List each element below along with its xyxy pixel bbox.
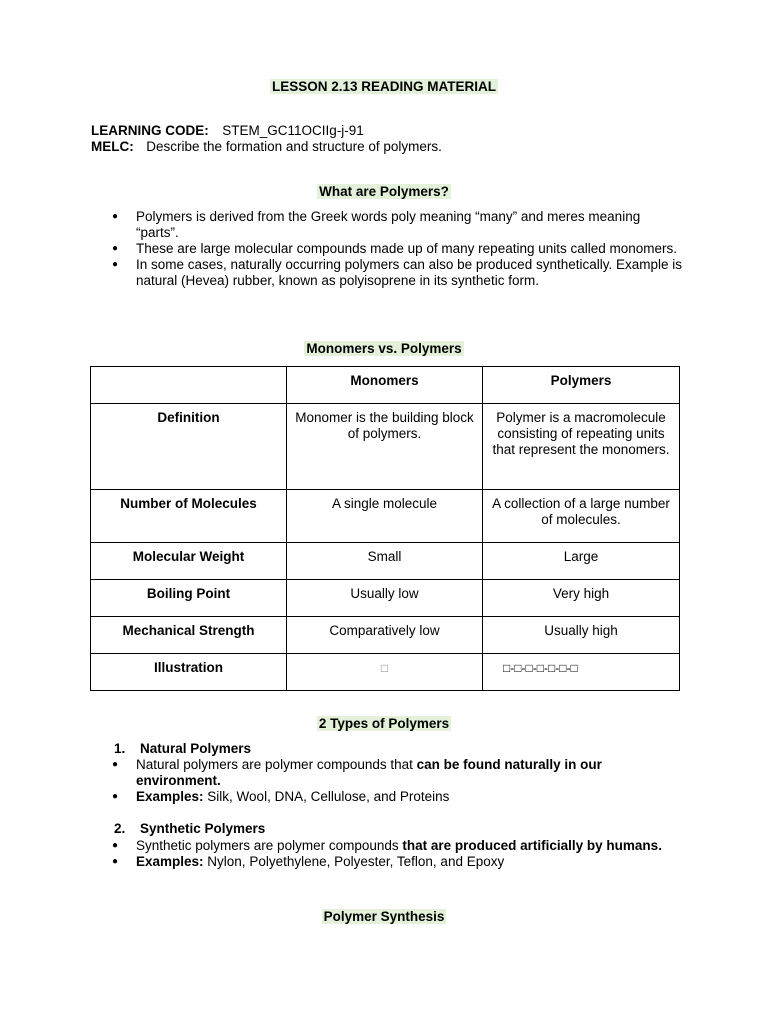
- document-title: [0, 79, 768, 95]
- table-row: [91, 543, 680, 580]
- table-header-cell: Polymers: [483, 367, 680, 404]
- list-item: ● Polymers is derived from the Greek words poly meaning “many” and meres meaning “parts”.: [112, 209, 682, 241]
- polymer-illustration: [483, 654, 680, 691]
- natural-polymers-heading: [114, 741, 251, 757]
- learning-code-value: STEM_GC11OCIIg-j-91: [222, 123, 364, 138]
- comparison-heading-text: Monomers vs. Polymers: [306, 341, 462, 356]
- synthetic-title: Synthetic Polymers: [140, 821, 266, 836]
- list-item: [112, 854, 682, 870]
- table-cell: Small: [287, 543, 483, 580]
- table-row: [91, 617, 680, 654]
- table-row-header: Mechanical Strength: [91, 617, 287, 654]
- table-row-header: Definition: [91, 404, 287, 490]
- table-row-header: Molecular Weight: [91, 543, 287, 580]
- table-cell: Monomer is the building block of polymers.: [287, 404, 483, 490]
- natural-desc-emphasis: can be found naturally in our environment.: [136, 757, 602, 788]
- table-cell: Comparatively low: [287, 617, 483, 654]
- table-cell: Usually high: [483, 617, 680, 654]
- document-title-text: LESSON 2.13 READING MATERIAL: [271, 79, 497, 94]
- table-cell: Usually low: [287, 580, 483, 617]
- comparison-heading: [0, 341, 768, 357]
- synthetic-number: 2.: [114, 821, 126, 836]
- synthetic-desc-emphasis: that are produced artificially by humans.: [402, 838, 662, 853]
- melc-line: [91, 139, 691, 155]
- table-row-header: Boiling Point: [91, 580, 287, 617]
- natural-examples: Silk, Wool, DNA, Cellulose, and Proteins: [203, 789, 450, 804]
- natural-number: 1.: [114, 741, 126, 756]
- types-heading-text: 2 Types of Polymers: [318, 716, 450, 731]
- monomer-glyph: □: [380, 661, 389, 675]
- natural-title: Natural Polymers: [140, 741, 252, 756]
- list-item: ● These are large molecular compounds made up of many repeating units called monomers.: [112, 241, 682, 257]
- what-are-polymers-heading-text: What are Polymers?: [319, 184, 449, 199]
- list-item: [112, 789, 682, 805]
- table-row: [91, 580, 680, 617]
- table-row: [91, 404, 680, 490]
- table-header-cell: Monomers: [287, 367, 483, 404]
- synthetic-polymers-list: [112, 838, 682, 870]
- synthetic-examples: Nylon, Polyethylene, Polyester, Teflon, and Epoxy: [203, 854, 505, 869]
- melc-value: Describe the formation and structure of polymers.: [146, 139, 442, 154]
- table-cell: Very high: [483, 580, 680, 617]
- lesson-meta: [91, 123, 691, 155]
- list-item: [112, 757, 682, 789]
- table-row-header: Illustration: [91, 654, 287, 691]
- table-row: [91, 490, 680, 543]
- table-cell: A single molecule: [287, 490, 483, 543]
- table-row: [91, 654, 680, 691]
- table-header-cell: [91, 367, 287, 404]
- what-are-polymers-list: [112, 209, 682, 289]
- polymer-chain-glyph: □-□-□-□-□-□-□: [503, 661, 578, 675]
- learning-code-line: [91, 123, 691, 139]
- table-cell: Polymer is a macromolecule consisting of repeating units that represent the monomers.: [483, 404, 680, 490]
- polymer-synthesis-heading-text: Polymer Synthesis: [323, 909, 445, 924]
- synthetic-desc: Synthetic polymers are polymer compounds: [136, 838, 403, 853]
- list-item: ● In some cases, naturally occurring polymers can also be produced synthetically. Example is natural (Hevea) rubber, known as polyisoprene in its synthetic form.: [112, 257, 682, 289]
- table-row-header: Number of Molecules: [91, 490, 287, 543]
- learning-code-label: LEARNING CODE:: [91, 123, 209, 138]
- natural-examples-label: Examples:: [136, 789, 204, 804]
- types-heading: [0, 716, 768, 732]
- polymer-synthesis-heading: [0, 909, 768, 925]
- natural-desc: Natural polymers are polymer compounds that: [136, 757, 417, 772]
- synthetic-polymers-heading: [114, 821, 265, 837]
- table-header-row: [91, 367, 680, 404]
- melc-label: MELC:: [91, 139, 134, 154]
- table-cell: A collection of a large number of molecules.: [483, 490, 680, 543]
- list-item: [112, 838, 682, 854]
- table-cell: Large: [483, 543, 680, 580]
- synthetic-examples-label: Examples:: [136, 854, 204, 869]
- what-are-polymers-heading: [0, 184, 768, 200]
- monomer-illustration: [287, 654, 483, 691]
- natural-polymers-list: [112, 757, 682, 805]
- comparison-table: [90, 366, 680, 691]
